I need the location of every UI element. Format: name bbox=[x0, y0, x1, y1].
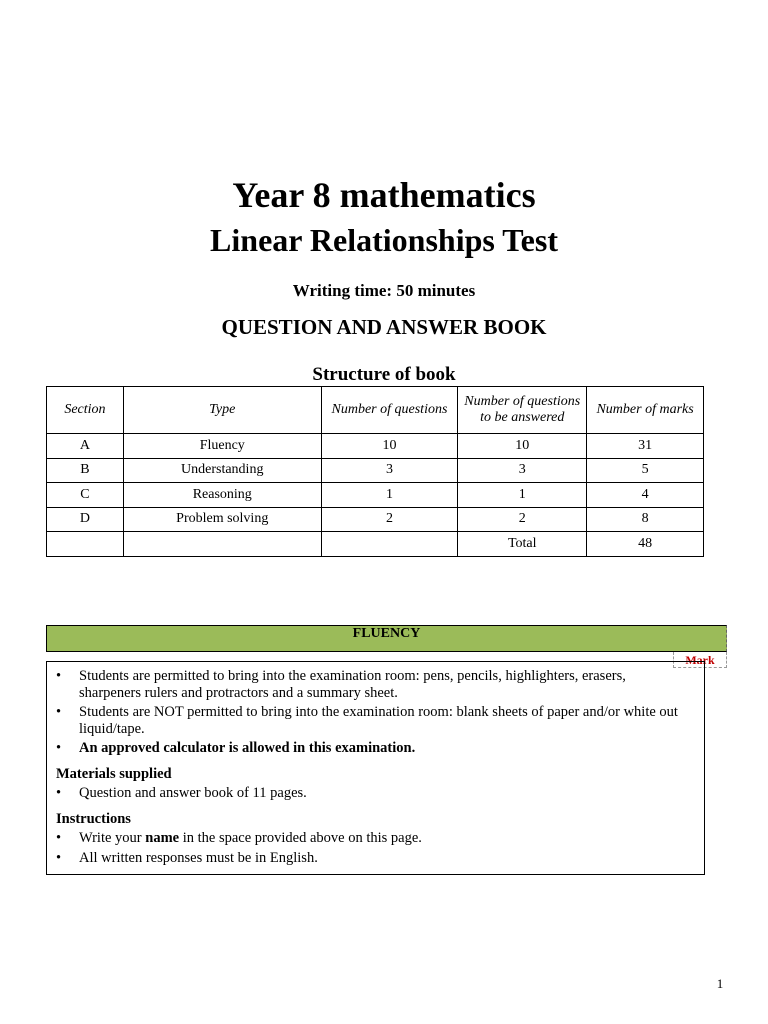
title-test-name: Linear Relationships Test bbox=[210, 222, 558, 258]
total-marks: 48 bbox=[587, 532, 704, 557]
table-row bbox=[47, 458, 704, 483]
bullet-icon: • bbox=[56, 704, 62, 720]
bullet-icon: • bbox=[56, 849, 62, 866]
list-item bbox=[56, 704, 688, 737]
table-cell: A bbox=[47, 434, 124, 459]
bullet-icon: • bbox=[56, 668, 62, 684]
table-cell: 1 bbox=[458, 483, 587, 508]
table-cell: B bbox=[47, 458, 124, 483]
instructions-box bbox=[46, 661, 705, 875]
table-cell: C bbox=[47, 483, 124, 508]
table-cell bbox=[47, 532, 124, 557]
table-row bbox=[47, 483, 704, 508]
table-row bbox=[47, 507, 704, 532]
table-cell: Reasoning bbox=[123, 483, 321, 508]
list-item bbox=[56, 830, 688, 847]
list-item bbox=[56, 850, 688, 867]
table-cell bbox=[321, 532, 458, 557]
structure-heading: Structure of book bbox=[312, 364, 456, 385]
list-item-text: Students are permitted to bring into the examination room: pens, pencils, highlighters, erasers, sharpeners rulers and protractors and a summary sheet. bbox=[79, 668, 626, 701]
bullet-icon: • bbox=[56, 785, 62, 801]
book-type-heading: QUESTION AND ANSWER BOOK bbox=[221, 315, 547, 339]
table-cell: 3 bbox=[458, 458, 587, 483]
table-cell: 1 bbox=[321, 483, 458, 508]
col-header-type: Type bbox=[123, 387, 321, 434]
structure-header-row bbox=[47, 387, 704, 434]
list-item bbox=[56, 740, 688, 757]
writing-time: Writing time: 50 minutes bbox=[292, 281, 476, 300]
materials-list bbox=[56, 785, 688, 802]
bold-text: name bbox=[145, 830, 180, 846]
mark-column-label: Mark bbox=[673, 652, 727, 668]
table-total-row bbox=[47, 532, 704, 557]
title-year: Year 8 mathematics bbox=[232, 175, 536, 215]
table-cell bbox=[123, 532, 321, 557]
list-item-text: Students are NOT permitted to bring into the examination room: blank sheets of paper and/or white out liquid/tape. bbox=[79, 704, 678, 737]
table-cell: 4 bbox=[587, 483, 704, 508]
table-cell: 3 bbox=[321, 458, 458, 483]
table-cell: D bbox=[47, 507, 124, 532]
list-item-text: in the space provided above on this page. bbox=[179, 830, 422, 846]
list-item-text: Write your bbox=[79, 830, 146, 846]
table-cell: 10 bbox=[458, 434, 587, 459]
col-header-num-questions: Number of questions bbox=[321, 387, 458, 434]
bold-text: An approved calculator is allowed in this examination. bbox=[79, 740, 416, 756]
table-row bbox=[47, 434, 704, 459]
structure-table bbox=[46, 386, 704, 557]
list-item bbox=[56, 668, 688, 701]
instructions-heading: Instructions bbox=[56, 810, 131, 827]
fluency-section-bar: FLUENCY bbox=[46, 625, 727, 652]
table-cell: 2 bbox=[458, 507, 587, 532]
table-cell: Fluency bbox=[123, 434, 321, 459]
materials-heading: Materials supplied bbox=[56, 765, 172, 782]
col-header-num-answered: Number of questions to be answered bbox=[458, 387, 587, 434]
table-cell: 8 bbox=[587, 507, 704, 532]
allowed-items-list bbox=[56, 668, 688, 757]
bullet-icon: • bbox=[56, 740, 62, 756]
page-number: 1 bbox=[716, 976, 724, 991]
list-item-text: All written responses must be in English. bbox=[79, 849, 318, 866]
list-item-text: Question and answer book of 11 pages. bbox=[79, 785, 307, 801]
table-cell: 31 bbox=[587, 434, 704, 459]
table-cell: Problem solving bbox=[123, 507, 321, 532]
bullet-icon: • bbox=[56, 830, 62, 846]
table-cell: 5 bbox=[587, 458, 704, 483]
table-cell: 10 bbox=[321, 434, 458, 459]
col-header-num-marks: Number of marks bbox=[587, 387, 704, 434]
instructions-list bbox=[56, 830, 688, 866]
table-cell: 2 bbox=[321, 507, 458, 532]
col-header-section: Section bbox=[47, 387, 124, 434]
table-cell: Understanding bbox=[123, 458, 321, 483]
list-item bbox=[56, 785, 688, 802]
total-label: Total bbox=[458, 532, 587, 557]
